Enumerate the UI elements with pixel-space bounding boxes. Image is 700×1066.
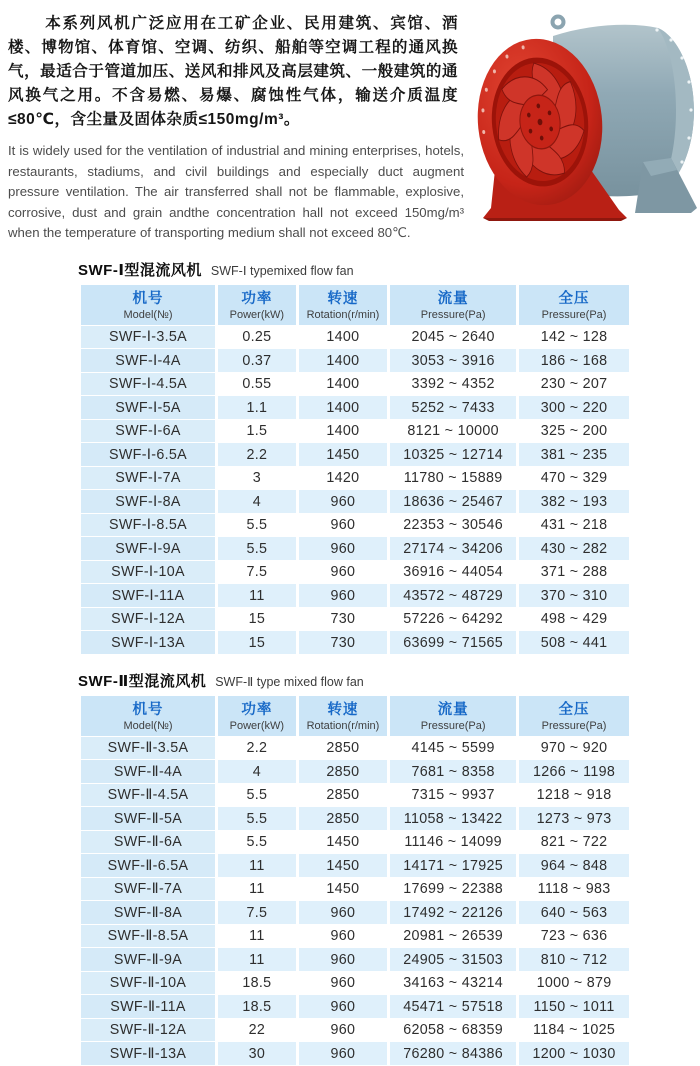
- value-cell-pressure: 470 ~ 329: [519, 467, 629, 490]
- value-cell-rotation: 2850: [299, 760, 387, 783]
- value-cell-flow: 4145 ~ 5599: [390, 737, 516, 760]
- column-header-power: 功率 Power(kW): [218, 285, 296, 325]
- value-cell-pressure: 1118 ~ 983: [519, 878, 629, 901]
- swf1-spec-table: [78, 284, 632, 655]
- spec-row-SWF-Ⅰ-9A: [81, 537, 629, 560]
- table-header-row: [81, 285, 629, 325]
- value-cell-flow: 45471 ~ 57518: [390, 995, 516, 1018]
- value-cell-pressure: 821 ~ 722: [519, 831, 629, 854]
- value-cell-flow: 3053 ~ 3916: [390, 349, 516, 372]
- value-cell-power: 5.5: [218, 514, 296, 537]
- value-cell-power: 3: [218, 467, 296, 490]
- value-cell-flow: 8121 ~ 10000: [390, 420, 516, 443]
- value-cell-rotation: 960: [299, 537, 387, 560]
- value-cell-rotation: 1450: [299, 443, 387, 466]
- spec-row-SWF-Ⅱ-13A: [81, 1042, 629, 1065]
- value-cell-power: 11: [218, 854, 296, 877]
- value-cell-power: 11: [218, 878, 296, 901]
- front-foot-base: [483, 218, 627, 221]
- model-cell: SWF-Ⅱ-10A: [81, 972, 215, 995]
- value-cell-flow: 62058 ~ 68359: [390, 1019, 516, 1042]
- model-cell: SWF-Ⅱ-12A: [81, 1019, 215, 1042]
- value-cell-flow: 11146 ~ 14099: [390, 831, 516, 854]
- value-cell-rotation: 1400: [299, 396, 387, 419]
- value-cell-rotation: 1420: [299, 467, 387, 490]
- section-swf1: [78, 259, 632, 655]
- column-header-model: 机号 Model(№): [81, 696, 215, 736]
- value-cell-pressure: 430 ~ 282: [519, 537, 629, 560]
- value-cell-pressure: 1266 ~ 1198: [519, 760, 629, 783]
- value-cell-pressure: 381 ~ 235: [519, 443, 629, 466]
- spec-row-SWF-Ⅰ-7A: [81, 467, 629, 490]
- value-cell-power: 5.5: [218, 807, 296, 830]
- section-swf2: [78, 670, 632, 1066]
- spec-row-SWF-Ⅱ-8.5A: [81, 925, 629, 948]
- spec-row-SWF-Ⅰ-3.5A: [81, 326, 629, 349]
- model-cell: SWF-Ⅰ-4A: [81, 349, 215, 372]
- value-cell-power: 18.5: [218, 995, 296, 1018]
- value-cell-power: 0.25: [218, 326, 296, 349]
- spec-row-SWF-Ⅱ-5A: [81, 807, 629, 830]
- value-cell-power: 1.1: [218, 396, 296, 419]
- value-cell-rotation: 960: [299, 561, 387, 584]
- lifting-eye-icon: [553, 17, 564, 28]
- value-cell-flow: 5252 ~ 7433: [390, 396, 516, 419]
- model-cell: SWF-Ⅱ-6A: [81, 831, 215, 854]
- model-cell: SWF-Ⅱ-6.5A: [81, 854, 215, 877]
- column-header-model: 机号 Model(№): [81, 285, 215, 325]
- section-title: [78, 670, 632, 691]
- value-cell-power: 2.2: [218, 443, 296, 466]
- value-cell-pressure: 1184 ~ 1025: [519, 1019, 629, 1042]
- spec-row-SWF-Ⅱ-10A: [81, 972, 629, 995]
- value-cell-pressure: 370 ~ 310: [519, 584, 629, 607]
- model-cell: SWF-Ⅰ-5A: [81, 396, 215, 419]
- model-cell: SWF-Ⅰ-12A: [81, 608, 215, 631]
- value-cell-rotation: 2850: [299, 737, 387, 760]
- value-cell-power: 11: [218, 948, 296, 971]
- value-cell-power: 0.55: [218, 373, 296, 396]
- value-cell-flow: 24905 ~ 31503: [390, 948, 516, 971]
- model-cell: SWF-Ⅰ-6A: [81, 420, 215, 443]
- value-cell-pressure: 431 ~ 218: [519, 514, 629, 537]
- value-cell-pressure: 1000 ~ 879: [519, 972, 629, 995]
- value-cell-rotation: 960: [299, 490, 387, 513]
- model-cell: SWF-Ⅱ-8A: [81, 901, 215, 924]
- value-cell-power: 11: [218, 584, 296, 607]
- model-cell: SWF-Ⅰ-10A: [81, 561, 215, 584]
- model-cell: SWF-Ⅱ-11A: [81, 995, 215, 1018]
- value-cell-pressure: 810 ~ 712: [519, 948, 629, 971]
- column-header-flow: 流量 Pressure(Pa): [390, 285, 516, 325]
- value-cell-rotation: 960: [299, 1019, 387, 1042]
- value-cell-rotation: 730: [299, 608, 387, 631]
- column-header-flow: 流量 Pressure(Pa): [390, 696, 516, 736]
- model-cell: SWF-Ⅱ-3.5A: [81, 737, 215, 760]
- value-cell-flow: 57226 ~ 64292: [390, 608, 516, 631]
- value-cell-pressure: 300 ~ 220: [519, 396, 629, 419]
- value-cell-pressure: 723 ~ 636: [519, 925, 629, 948]
- model-cell: SWF-Ⅰ-8.5A: [81, 514, 215, 537]
- value-cell-pressure: 371 ~ 288: [519, 561, 629, 584]
- value-cell-rotation: 2850: [299, 784, 387, 807]
- model-cell: SWF-Ⅱ-13A: [81, 1042, 215, 1065]
- value-cell-pressure: 1200 ~ 1030: [519, 1042, 629, 1065]
- value-cell-flow: 17699 ~ 22388: [390, 878, 516, 901]
- model-cell: SWF-Ⅰ-7A: [81, 467, 215, 490]
- column-header-pressure: 全压 Pressure(Pa): [519, 285, 629, 325]
- value-cell-power: 2.2: [218, 737, 296, 760]
- value-cell-rotation: 1450: [299, 831, 387, 854]
- model-cell: SWF-Ⅰ-9A: [81, 537, 215, 560]
- value-cell-power: 7.5: [218, 901, 296, 924]
- value-cell-pressure: 970 ~ 920: [519, 737, 629, 760]
- value-cell-rotation: 960: [299, 995, 387, 1018]
- value-cell-power: 5.5: [218, 784, 296, 807]
- value-cell-power: 30: [218, 1042, 296, 1065]
- value-cell-pressure: 325 ~ 200: [519, 420, 629, 443]
- value-cell-flow: 11058 ~ 13422: [390, 807, 516, 830]
- spec-row-SWF-Ⅰ-13A: [81, 631, 629, 654]
- value-cell-flow: 27174 ~ 34206: [390, 537, 516, 560]
- spec-row-SWF-Ⅰ-10A: [81, 561, 629, 584]
- value-cell-rotation: 1400: [299, 373, 387, 396]
- swf2-spec-table: [78, 695, 632, 1066]
- value-cell-rotation: 960: [299, 514, 387, 537]
- value-cell-rotation: 960: [299, 1042, 387, 1065]
- spec-row-SWF-Ⅰ-6.5A: [81, 443, 629, 466]
- section-title-zh: SWF-Ⅰ型混流风机: [78, 261, 202, 279]
- column-header-power: 功率 Power(kW): [218, 696, 296, 736]
- spec-row-SWF-Ⅱ-6.5A: [81, 854, 629, 877]
- spec-row-SWF-Ⅱ-8A: [81, 901, 629, 924]
- value-cell-flow: 3392 ~ 4352: [390, 373, 516, 396]
- value-cell-rotation: 960: [299, 584, 387, 607]
- model-cell: SWF-Ⅰ-8A: [81, 490, 215, 513]
- value-cell-flow: 36916 ~ 44054: [390, 561, 516, 584]
- value-cell-power: 11: [218, 925, 296, 948]
- spec-row-SWF-Ⅰ-5A: [81, 396, 629, 419]
- value-cell-rotation: 960: [299, 925, 387, 948]
- value-cell-flow: 22353 ~ 30546: [390, 514, 516, 537]
- column-header-pressure: 全压 Pressure(Pa): [519, 696, 629, 736]
- model-cell: SWF-Ⅱ-7A: [81, 878, 215, 901]
- value-cell-power: 18.5: [218, 972, 296, 995]
- value-cell-pressure: 142 ~ 128: [519, 326, 629, 349]
- value-cell-power: 1.5: [218, 420, 296, 443]
- value-cell-flow: 18636 ~ 25467: [390, 490, 516, 513]
- column-header-rotation: 转速 Rotation(r/min): [299, 696, 387, 736]
- value-cell-power: 4: [218, 490, 296, 513]
- value-cell-flow: 34163 ~ 43214: [390, 972, 516, 995]
- value-cell-flow: 20981 ~ 26539: [390, 925, 516, 948]
- section-title-en: SWF-Ⅰ typemixed flow fan: [210, 263, 354, 278]
- value-cell-flow: 76280 ~ 84386: [390, 1042, 516, 1065]
- value-cell-rotation: 1400: [299, 420, 387, 443]
- model-cell: SWF-Ⅱ-4.5A: [81, 784, 215, 807]
- model-cell: SWF-Ⅰ-4.5A: [81, 373, 215, 396]
- spec-row-SWF-Ⅰ-11A: [81, 584, 629, 607]
- value-cell-rotation: 2850: [299, 807, 387, 830]
- spec-row-SWF-Ⅱ-11A: [81, 995, 629, 1018]
- spec-row-SWF-Ⅱ-4.5A: [81, 784, 629, 807]
- table-header-row: [81, 696, 629, 736]
- value-cell-power: 15: [218, 608, 296, 631]
- value-cell-flow: 7681 ~ 8358: [390, 760, 516, 783]
- value-cell-pressure: 382 ~ 193: [519, 490, 629, 513]
- value-cell-rotation: 1450: [299, 878, 387, 901]
- spec-row-SWF-Ⅱ-4A: [81, 760, 629, 783]
- value-cell-rotation: 730: [299, 631, 387, 654]
- model-cell: SWF-Ⅱ-8.5A: [81, 925, 215, 948]
- value-cell-pressure: 964 ~ 848: [519, 854, 629, 877]
- spec-row-SWF-Ⅱ-3.5A: [81, 737, 629, 760]
- spec-row-SWF-Ⅰ-4.5A: [81, 373, 629, 396]
- value-cell-power: 5.5: [218, 537, 296, 560]
- value-cell-pressure: 508 ~ 441: [519, 631, 629, 654]
- model-cell: SWF-Ⅰ-11A: [81, 584, 215, 607]
- fan-illustration: [461, 10, 700, 222]
- value-cell-pressure: 1150 ~ 1011: [519, 995, 629, 1018]
- value-cell-pressure: 498 ~ 429: [519, 608, 629, 631]
- value-cell-rotation: 1400: [299, 349, 387, 372]
- model-cell: SWF-Ⅰ-3.5A: [81, 326, 215, 349]
- value-cell-flow: 2045 ~ 2640: [390, 326, 516, 349]
- spec-row-SWF-Ⅰ-8A: [81, 490, 629, 513]
- value-cell-flow: 7315 ~ 9937: [390, 784, 516, 807]
- section-title-zh: SWF-Ⅱ型混流风机: [78, 672, 207, 690]
- value-cell-power: 15: [218, 631, 296, 654]
- spec-row-SWF-Ⅰ-6A: [81, 420, 629, 443]
- model-cell: SWF-Ⅱ-9A: [81, 948, 215, 971]
- value-cell-rotation: 1400: [299, 326, 387, 349]
- model-cell: SWF-Ⅰ-13A: [81, 631, 215, 654]
- model-cell: SWF-Ⅱ-5A: [81, 807, 215, 830]
- model-cell: SWF-Ⅰ-6.5A: [81, 443, 215, 466]
- value-cell-pressure: 186 ~ 168: [519, 349, 629, 372]
- spec-row-SWF-Ⅱ-6A: [81, 831, 629, 854]
- column-header-rotation: 转速 Rotation(r/min): [299, 285, 387, 325]
- spec-row-SWF-Ⅱ-12A: [81, 1019, 629, 1042]
- mixed-flow-fan-photo: [461, 10, 700, 222]
- model-cell: SWF-Ⅱ-4A: [81, 760, 215, 783]
- spec-row-SWF-Ⅱ-9A: [81, 948, 629, 971]
- value-cell-rotation: 960: [299, 901, 387, 924]
- value-cell-rotation: 960: [299, 948, 387, 971]
- value-cell-pressure: 640 ~ 563: [519, 901, 629, 924]
- intro-paragraph-zh: 本系列风机广泛应用在工矿企业、民用建筑、宾馆、酒楼、博物馆、体育馆、空调、纺织、船舶等空调工程的通风换气，最适合于管道加压、送风和排风及高层建筑、一般建筑的通风换气之用。不含易燃、易爆、腐蚀性气体，输送介质温度≤80℃，含尘量及固体杂质≤150mg/m³。: [8, 15, 458, 128]
- value-cell-pressure: 230 ~ 207: [519, 373, 629, 396]
- value-cell-power: 4: [218, 760, 296, 783]
- spec-row-SWF-Ⅰ-8.5A: [81, 514, 629, 537]
- value-cell-rotation: 1450: [299, 854, 387, 877]
- value-cell-power: 22: [218, 1019, 296, 1042]
- value-cell-flow: 43572 ~ 48729: [390, 584, 516, 607]
- spec-row-SWF-Ⅰ-12A: [81, 608, 629, 631]
- intro-paragraph-en: It is widely used for the ventilation of industrial and mining enterprises, hotels, restaurants, stadiums, and civil buildings and especially duct augment pressure ventilation. The air transferred shall not be flammable, explosive, corrosive, dust and grain andthe concentration hall not exceed 150mg/m³ when the temperature of transporting medium shall not exceed 80℃.: [8, 143, 464, 241]
- intro-section: [0, 0, 700, 244]
- value-cell-flow: 17492 ~ 22126: [390, 901, 516, 924]
- section-title-en: SWF-Ⅱ type mixed flow fan: [215, 674, 364, 689]
- section-title: [78, 259, 632, 280]
- value-cell-pressure: 1273 ~ 973: [519, 807, 629, 830]
- value-cell-flow: 10325 ~ 12714: [390, 443, 516, 466]
- spec-row-SWF-Ⅱ-7A: [81, 878, 629, 901]
- value-cell-flow: 63699 ~ 71565: [390, 631, 516, 654]
- value-cell-power: 7.5: [218, 561, 296, 584]
- value-cell-rotation: 960: [299, 972, 387, 995]
- value-cell-power: 0.37: [218, 349, 296, 372]
- value-cell-flow: 11780 ~ 15889: [390, 467, 516, 490]
- value-cell-flow: 14171 ~ 17925: [390, 854, 516, 877]
- spec-row-SWF-Ⅰ-4A: [81, 349, 629, 372]
- value-cell-pressure: 1218 ~ 918: [519, 784, 629, 807]
- value-cell-power: 5.5: [218, 831, 296, 854]
